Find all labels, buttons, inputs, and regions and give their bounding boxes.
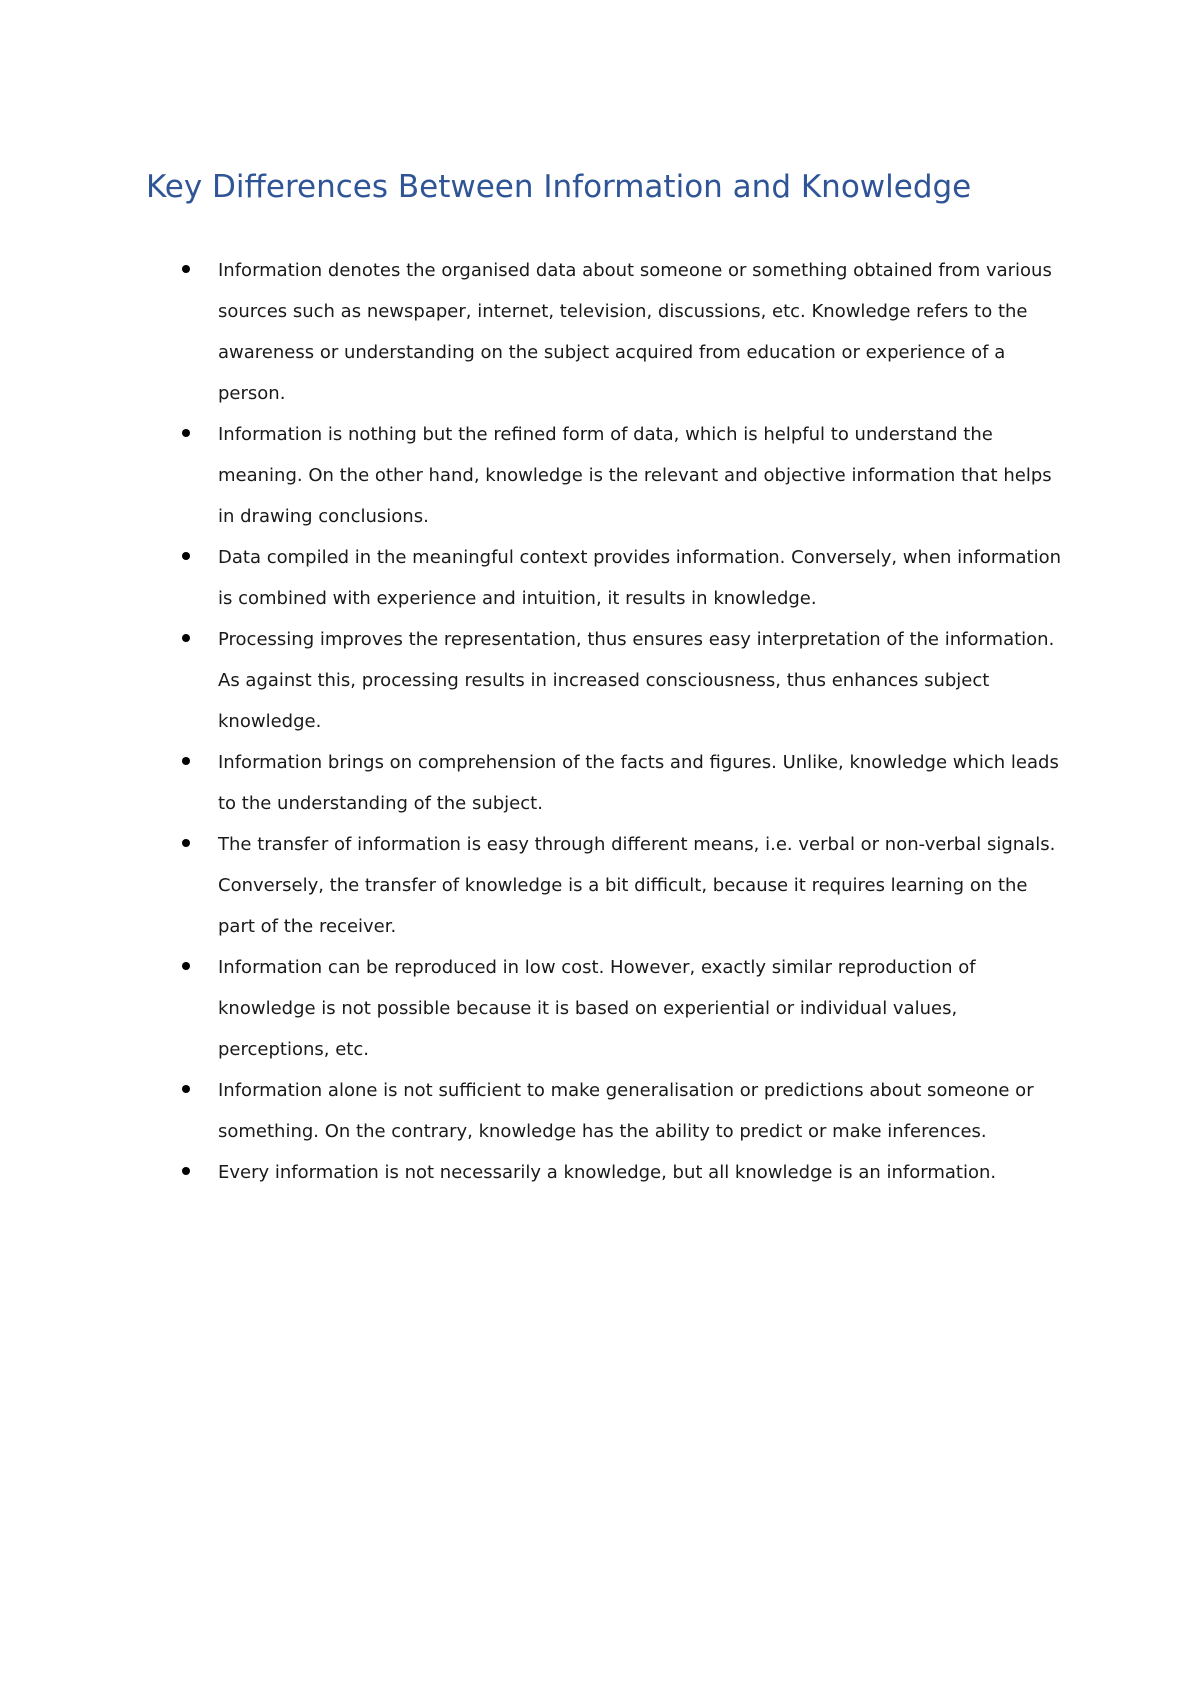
list-item — [218, 1152, 1068, 1193]
bullet-icon — [182, 962, 190, 970]
bullet-icon — [182, 552, 190, 560]
document-title: Key Differences Between Information and Knowledge — [146, 169, 972, 205]
list-item — [218, 824, 1068, 947]
bullet-icon — [182, 1085, 190, 1093]
bullet-icon — [182, 839, 190, 847]
bullet-icon — [182, 757, 190, 765]
list-item-text: Information denotes the organised data about someone or something obtained from various sources such as newspaper, internet, television, discussions, etc. Knowledge refers to the awareness or understanding on the subject acquired from education or experience of a person. — [218, 260, 1052, 404]
list-item — [218, 947, 1068, 1070]
list-item — [218, 1070, 1068, 1152]
list-item-text: Information brings on comprehension of the facts and figures. Unlike, knowledge which leads to the understanding of the subject. — [218, 752, 1059, 814]
bullet-icon — [182, 429, 190, 437]
list-item — [218, 742, 1068, 824]
list-item-text: Every information is not necessarily a knowledge, but all knowledge is an information. — [218, 1162, 997, 1183]
bullet-icon — [182, 265, 190, 273]
list-item-text: Processing improves the representation, thus ensures easy interpretation of the information. As against this, processing results in increased consciousness, thus enhances subject knowledge. — [218, 629, 1055, 732]
bullet-list — [218, 250, 1068, 1193]
list-item — [218, 537, 1068, 619]
list-item — [218, 414, 1068, 537]
list-item-text: Information is nothing but the refined form of data, which is helpful to understand the meaning. On the other hand, knowledge is the relevant and objective information that helps in drawing conclusions. — [218, 424, 1052, 527]
list-item-text: Information can be reproduced in low cost. However, exactly similar reproduction of knowledge is not possible because it is based on experiential or individual values, perceptions, etc. — [218, 957, 976, 1060]
list-item — [218, 250, 1068, 414]
bullet-icon — [182, 634, 190, 642]
list-item-text: The transfer of information is easy through different means, i.e. verbal or non-verbal signals. Conversely, the transfer of knowledge is a bit difficult, because it requires learning on the part of the receiver. — [218, 834, 1056, 937]
bullet-icon — [182, 1167, 190, 1175]
list-item — [218, 619, 1068, 742]
list-item-text: Data compiled in the meaningful context provides information. Conversely, when information is combined with experience and intuition, it results in knowledge. — [218, 547, 1062, 609]
list-item-text: Information alone is not sufficient to make generalisation or predictions about someone or something. On the contrary, knowledge has the ability to predict or make inferences. — [218, 1080, 1034, 1142]
